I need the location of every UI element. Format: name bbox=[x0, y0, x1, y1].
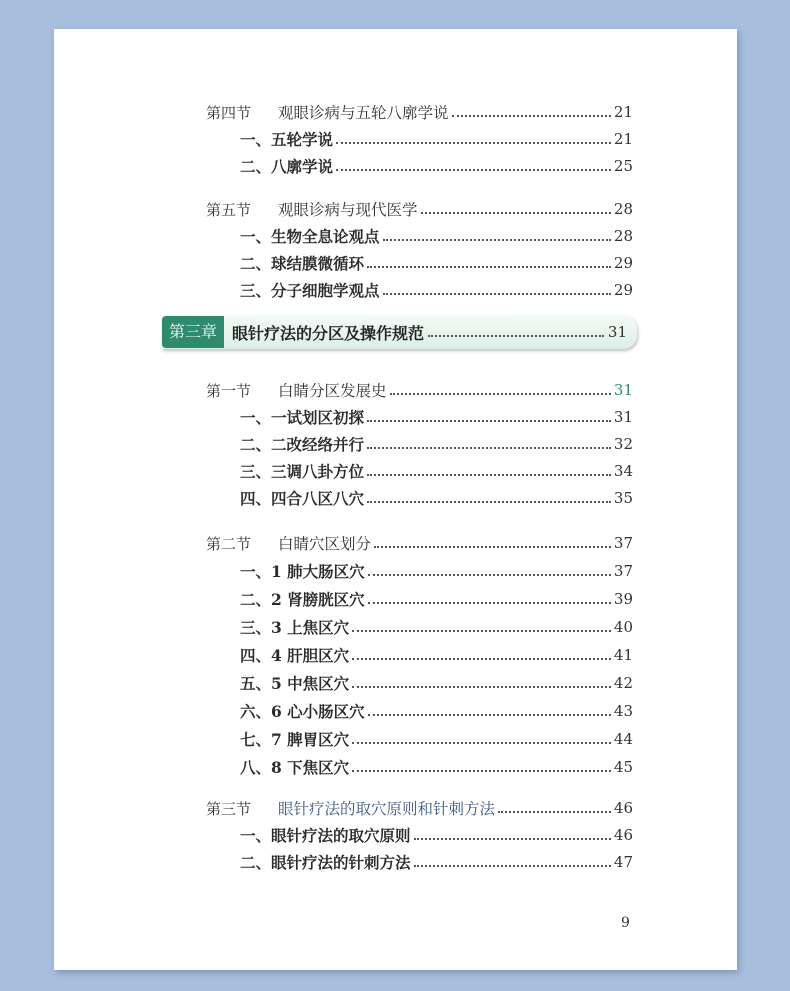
item-title: 二、二改经络并行 bbox=[240, 435, 365, 454]
toc-item[interactable] bbox=[54, 223, 737, 249]
page-ref: 37 bbox=[613, 562, 633, 580]
toc-section-1[interactable] bbox=[54, 377, 737, 403]
dot-leader bbox=[367, 420, 611, 422]
item-title: 七、7 脾胃区穴 bbox=[240, 730, 350, 749]
chapter-tag: 第三章 bbox=[162, 316, 224, 348]
page-ref: 40 bbox=[613, 618, 633, 636]
page-ref: 28 bbox=[613, 227, 633, 245]
item-title: 一、五轮学说 bbox=[240, 130, 334, 149]
item-title: 二、球结膜微循环 bbox=[240, 254, 365, 273]
item-title: 二、八廓学说 bbox=[240, 157, 334, 176]
toc-item[interactable] bbox=[54, 458, 737, 484]
toc-item[interactable] bbox=[54, 485, 737, 511]
dot-leader bbox=[336, 142, 611, 144]
dot-leader bbox=[428, 335, 604, 337]
page-ref: 41 bbox=[613, 646, 633, 664]
dot-leader bbox=[336, 169, 611, 171]
page-ref: 31 bbox=[613, 408, 633, 426]
dot-leader bbox=[414, 865, 611, 867]
section-number: 第一节 bbox=[206, 381, 252, 400]
item-title: 八、8 下焦区穴 bbox=[240, 758, 350, 777]
item-title: 一、眼针疗法的取穴原则 bbox=[240, 826, 411, 845]
toc-item[interactable] bbox=[54, 726, 737, 752]
dot-leader bbox=[352, 742, 611, 744]
toc-item[interactable] bbox=[54, 642, 737, 668]
toc-item[interactable] bbox=[54, 849, 737, 875]
page-ref: 45 bbox=[613, 758, 633, 776]
page-ref: 21 bbox=[613, 103, 633, 121]
toc-item[interactable] bbox=[54, 153, 737, 179]
dot-leader bbox=[383, 239, 611, 241]
toc-item[interactable] bbox=[54, 431, 737, 457]
page-ref: 29 bbox=[613, 254, 633, 272]
page-ref: 46 bbox=[613, 799, 633, 817]
page-ref: 44 bbox=[613, 730, 633, 748]
item-title: 五、5 中焦区穴 bbox=[240, 674, 350, 693]
dot-leader bbox=[390, 393, 611, 395]
page-ref: 34 bbox=[613, 462, 633, 480]
page-ref: 37 bbox=[613, 534, 633, 552]
item-title: 三、三调八卦方位 bbox=[240, 462, 365, 481]
item-title: 二、眼针疗法的针刺方法 bbox=[240, 853, 411, 872]
dot-leader bbox=[367, 501, 611, 503]
section-title: 观眼诊病与现代医学 bbox=[278, 201, 418, 219]
dot-leader bbox=[367, 447, 611, 449]
toc-item[interactable] bbox=[54, 250, 737, 276]
page-ref: 39 bbox=[613, 590, 633, 608]
section-number: 第五节 bbox=[206, 200, 252, 219]
chapter-3-banner[interactable] bbox=[162, 315, 637, 349]
dot-leader bbox=[498, 811, 611, 813]
dot-leader bbox=[352, 770, 611, 772]
book-page bbox=[54, 29, 737, 970]
item-title: 六、6 心小肠区穴 bbox=[240, 702, 365, 721]
page-ref: 42 bbox=[613, 674, 633, 692]
toc-item[interactable] bbox=[54, 754, 737, 780]
dot-leader bbox=[352, 686, 611, 688]
page-ref: 43 bbox=[613, 702, 633, 720]
dot-leader bbox=[352, 630, 611, 632]
toc-item[interactable] bbox=[54, 614, 737, 640]
section-title: 眼针疗法的取穴原则和针刺方法 bbox=[278, 800, 496, 818]
page-ref: 28 bbox=[613, 200, 633, 218]
page-ref: 21 bbox=[613, 130, 633, 148]
toc-item[interactable] bbox=[54, 586, 737, 612]
dot-leader bbox=[452, 115, 611, 117]
page-ref: 25 bbox=[613, 157, 633, 175]
page-ref: 31 bbox=[613, 381, 633, 399]
section-title: 观眼诊病与五轮八廓学说 bbox=[278, 104, 449, 122]
item-title: 二、2 肾膀胱区穴 bbox=[240, 590, 365, 609]
toc-item[interactable] bbox=[54, 698, 737, 724]
dot-leader bbox=[374, 546, 611, 548]
item-title: 三、3 上焦区穴 bbox=[240, 618, 350, 637]
toc-item[interactable] bbox=[54, 277, 737, 303]
item-title: 三、分子细胞学观点 bbox=[240, 281, 380, 300]
section-number: 第二节 bbox=[206, 534, 252, 553]
toc-section-2[interactable] bbox=[54, 530, 737, 556]
toc-section-5[interactable] bbox=[54, 196, 737, 222]
dot-leader bbox=[414, 838, 611, 840]
page-number: 9 bbox=[621, 915, 630, 931]
dot-leader bbox=[352, 658, 611, 660]
toc-item[interactable] bbox=[54, 404, 737, 430]
page-ref: 35 bbox=[613, 489, 633, 507]
item-title: 一、一试划区初探 bbox=[240, 408, 365, 427]
section-number: 第四节 bbox=[206, 103, 252, 122]
item-title: 一、生物全息论观点 bbox=[240, 227, 380, 246]
toc-section-3[interactable] bbox=[54, 795, 737, 821]
page-ref: 47 bbox=[613, 853, 633, 871]
toc-item[interactable] bbox=[54, 822, 737, 848]
toc-item[interactable] bbox=[54, 558, 737, 584]
toc-item[interactable] bbox=[54, 126, 737, 152]
item-title: 四、四合八区八穴 bbox=[240, 489, 365, 508]
section-title: 白睛穴区划分 bbox=[278, 535, 372, 553]
page-ref: 46 bbox=[613, 826, 633, 844]
dot-leader bbox=[368, 714, 611, 716]
page-ref: 29 bbox=[613, 281, 633, 299]
item-title: 四、4 肝胆区穴 bbox=[240, 646, 350, 665]
dot-leader bbox=[368, 602, 611, 604]
dot-leader bbox=[367, 474, 611, 476]
dot-leader bbox=[368, 574, 611, 576]
section-number: 第三节 bbox=[206, 799, 252, 818]
page-ref: 31 bbox=[607, 323, 627, 341]
toc-item[interactable] bbox=[54, 670, 737, 696]
chapter-title: 眼针疗法的分区及操作规范 bbox=[232, 323, 425, 343]
page-ref: 32 bbox=[613, 435, 633, 453]
dot-leader bbox=[421, 212, 611, 214]
dot-leader bbox=[367, 266, 611, 268]
item-title: 一、1 肺大肠区穴 bbox=[240, 562, 365, 581]
toc-section-4[interactable] bbox=[54, 99, 737, 125]
section-title: 白睛分区发展史 bbox=[278, 382, 387, 400]
dot-leader bbox=[383, 293, 611, 295]
